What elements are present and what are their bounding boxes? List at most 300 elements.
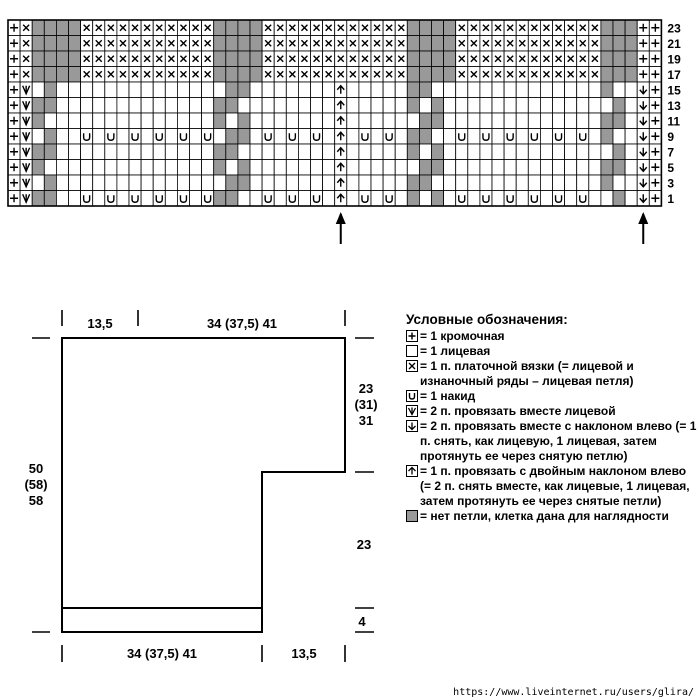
- chart-cell-knit: [190, 175, 202, 191]
- chart-cell-knit: [383, 82, 395, 98]
- chart-cell-knit: [153, 82, 165, 98]
- chart-cell-gray: [226, 98, 238, 114]
- chart-cell-knit: [93, 129, 105, 145]
- chart-cell-gray: [44, 129, 56, 145]
- chart-cell-knit: [347, 160, 359, 176]
- chart-row-number: 1: [667, 191, 675, 206]
- chart-cell-gray: [226, 129, 238, 145]
- chart-cell-knit: [274, 175, 286, 191]
- chart-cell-knit: [129, 82, 141, 98]
- chart-cell-gray: [432, 98, 444, 114]
- chart-cell-gray: [419, 175, 431, 191]
- chart-cell-knit: [371, 160, 383, 176]
- chart-cell-knit: [250, 175, 262, 191]
- chart-cell-gray: [601, 36, 613, 52]
- chart-cell-gray: [601, 160, 613, 176]
- chart-cell-knit: [419, 98, 431, 114]
- chart-cell-gray: [44, 98, 56, 114]
- chart-cell-knit: [141, 98, 153, 114]
- chart-cell-yo: [202, 191, 214, 207]
- chart-cell-knit: [359, 113, 371, 129]
- chart-cell-knit: [323, 113, 335, 129]
- garment-schematic: [0, 290, 400, 675]
- chart-cell-gray: [613, 144, 625, 160]
- legend-text: = 2 п. провязать вместе лицевой: [420, 404, 616, 418]
- chart-cell-knit: [44, 160, 56, 176]
- chart-cell-knit: [69, 160, 81, 176]
- chart-cell-knit: [311, 82, 323, 98]
- chart-cell-knit: [492, 129, 504, 145]
- chart-cell-gray: [238, 36, 250, 52]
- chart-cell-gray: [214, 191, 226, 207]
- chart-cell-gray: [601, 20, 613, 36]
- chart-cell-knit: [504, 82, 516, 98]
- chart-cell-knit: [480, 160, 492, 176]
- chart-cell-knit: [153, 175, 165, 191]
- chart-cell-knit: [165, 113, 177, 129]
- ssk-decrease-icon: [406, 420, 418, 432]
- chart-cell-knit: [492, 113, 504, 129]
- chart-cell-knit: [577, 175, 589, 191]
- chart-cell-yo: [202, 129, 214, 145]
- chart-cell-knit: [311, 144, 323, 160]
- chart-cell-knit: [540, 191, 552, 207]
- chart-cell-knit: [226, 113, 238, 129]
- chart-cell-knit: [250, 160, 262, 176]
- chart-cell-gray: [432, 160, 444, 176]
- chart-cell-knit: [117, 144, 129, 160]
- source-url: https://www.liveinternet.ru/users/glira/: [453, 687, 694, 698]
- chart-cell-knit: [371, 129, 383, 145]
- chart-cell-gray: [613, 191, 625, 207]
- chart-cell-knit: [202, 144, 214, 160]
- chart-cell-knit: [407, 160, 419, 176]
- arrow-head-icon: [336, 212, 346, 224]
- chart-cell-knit: [456, 175, 468, 191]
- chart-cell-gray: [407, 36, 419, 52]
- chart-cell-knit: [117, 129, 129, 145]
- chart-cell-knit: [286, 144, 298, 160]
- chart-cell-yo: [480, 129, 492, 145]
- chart-cell-knit: [383, 113, 395, 129]
- chart-cell-knit: [492, 144, 504, 160]
- chart-cell-gray: [226, 51, 238, 67]
- chart-cell-knit: [553, 175, 565, 191]
- chart-cell-knit: [577, 98, 589, 114]
- chart-cell-gray: [56, 36, 68, 52]
- chart-cell-knit: [565, 129, 577, 145]
- chart-cell-knit: [165, 129, 177, 145]
- chart-cell-knit: [311, 113, 323, 129]
- chart-cell-gray: [432, 144, 444, 160]
- chart-cell-knit: [625, 160, 637, 176]
- chart-cell-yo: [359, 191, 371, 207]
- chart-row-number: 7: [667, 145, 675, 160]
- chart-cell-knit: [565, 82, 577, 98]
- chart-cell-knit: [141, 191, 153, 207]
- chart-cell-gray: [250, 20, 262, 36]
- chart-cell-knit: [589, 129, 601, 145]
- chart-cell-knit: [444, 144, 456, 160]
- chart-cell-yo: [311, 191, 323, 207]
- chart-cell-knit: [504, 113, 516, 129]
- chart-cell-knit: [577, 144, 589, 160]
- chart-cell-knit: [69, 191, 81, 207]
- chart-cell-gray: [44, 144, 56, 160]
- chart-cell-knit: [528, 98, 540, 114]
- chart-cell-gray: [44, 191, 56, 207]
- chart-cell-gray: [625, 51, 637, 67]
- chart-cell-knit: [480, 98, 492, 114]
- chart-cell-knit: [311, 175, 323, 191]
- chart-cell-knit: [359, 160, 371, 176]
- chart-cell-knit: [468, 160, 480, 176]
- double-decrease-icon: [406, 465, 418, 477]
- chart-cell-gray: [56, 51, 68, 67]
- chart-cell-gray: [238, 175, 250, 191]
- legend-item: [406, 419, 698, 464]
- chart-cell-knit: [177, 82, 189, 98]
- chart-cell-gray: [69, 67, 81, 83]
- chart-cell-knit: [69, 82, 81, 98]
- chart-cell-knit: [395, 82, 407, 98]
- chart-cell-yo: [456, 129, 468, 145]
- chart-cell-knit: [540, 144, 552, 160]
- chart-cell-knit: [286, 98, 298, 114]
- chart-cell-knit: [553, 144, 565, 160]
- chart-cell-gray: [44, 20, 56, 36]
- chart-cell-gray: [419, 36, 431, 52]
- chart-cell-gray: [226, 144, 238, 160]
- chart-cell-knit: [625, 129, 637, 145]
- chart-cell-yo: [359, 129, 371, 145]
- chart-cell-knit: [190, 191, 202, 207]
- arrow-head-icon: [638, 212, 648, 224]
- chart-cell-yo: [553, 191, 565, 207]
- chart-cell-gray: [56, 67, 68, 83]
- chart-cell-gray: [226, 20, 238, 36]
- chart-row-number: 15: [667, 83, 681, 98]
- chart-cell-knit: [468, 191, 480, 207]
- chart-cell-knit: [613, 82, 625, 98]
- chart-cell-gray: [613, 160, 625, 176]
- chart-cell-knit: [311, 160, 323, 176]
- chart-cell-gray: [69, 20, 81, 36]
- chart-cell-knit: [444, 175, 456, 191]
- chart-cell-knit: [81, 82, 93, 98]
- chart-cell-knit: [274, 82, 286, 98]
- chart-cell-knit: [250, 113, 262, 129]
- chart-row-number: 21: [667, 36, 681, 51]
- dim-top-width: 34 (37,5) 41: [206, 316, 278, 331]
- chart-cell-knit: [323, 129, 335, 145]
- dim-total-height-3: 58: [28, 493, 44, 508]
- chart-cell-knit: [480, 113, 492, 129]
- chart-cell-knit: [407, 113, 419, 129]
- chart-cell-knit: [528, 113, 540, 129]
- chart-cell-knit: [32, 82, 44, 98]
- chart-cell-knit: [553, 98, 565, 114]
- chart-cell-knit: [117, 82, 129, 98]
- chart-cell-knit: [286, 113, 298, 129]
- chart-cell-knit: [516, 113, 528, 129]
- legend-item: [406, 509, 698, 524]
- dim-top-left-width: 13,5: [87, 316, 113, 331]
- chart-cell-knit: [81, 144, 93, 160]
- chart-cell-knit: [69, 144, 81, 160]
- chart-cell-knit: [565, 113, 577, 129]
- chart-cell-gray: [613, 67, 625, 83]
- chart-cell-gray: [613, 36, 625, 52]
- dim-total-height-2: (58): [24, 477, 48, 492]
- chart-cell-knit: [625, 191, 637, 207]
- chart-cell-knit: [165, 160, 177, 176]
- chart-cell-gray: [44, 67, 56, 83]
- chart-cell-knit: [93, 82, 105, 98]
- chart-cell-knit: [565, 160, 577, 176]
- dim-upper-height-3: 31: [358, 413, 374, 428]
- chart-cell-knit: [432, 129, 444, 145]
- chart-cell-yo: [177, 129, 189, 145]
- chart-cell-knit: [480, 144, 492, 160]
- chart-cell-knit: [202, 160, 214, 176]
- chart-cell-gray: [56, 20, 68, 36]
- chart-cell-gray: [214, 144, 226, 160]
- chart-cell-knit: [69, 113, 81, 129]
- chart-cell-knit: [93, 191, 105, 207]
- chart-cell-knit: [105, 98, 117, 114]
- chart-cell-knit: [262, 113, 274, 129]
- chart-cell-knit: [105, 160, 117, 176]
- legend-item: [406, 464, 698, 509]
- chart-cell-knit: [298, 160, 310, 176]
- legend-text: = нет петли, клетка дана для наглядности: [420, 509, 669, 523]
- chart-cell-gray: [613, 98, 625, 114]
- chart-cell-knit: [93, 98, 105, 114]
- chart-cell-yo: [480, 191, 492, 207]
- chart-cell-knit: [190, 113, 202, 129]
- garter-stitch-icon: [406, 360, 418, 372]
- chart-cell-knit: [395, 175, 407, 191]
- chart-cell-gray: [613, 20, 625, 36]
- chart-cell-yo: [456, 191, 468, 207]
- chart-cell-gray: [214, 51, 226, 67]
- chart-cell-knit: [371, 175, 383, 191]
- chart-cell-knit: [371, 82, 383, 98]
- chart-cell-knit: [347, 98, 359, 114]
- chart-row-number: 23: [667, 21, 681, 36]
- chart-cell-gray: [432, 51, 444, 67]
- chart-cell-gray: [32, 160, 44, 176]
- chart-cell-gray: [407, 191, 419, 207]
- chart-cell-gray: [432, 20, 444, 36]
- chart-cell-knit: [577, 113, 589, 129]
- chart-cell-knit: [117, 175, 129, 191]
- chart-cell-knit: [601, 98, 613, 114]
- chart-cell-yo: [81, 129, 93, 145]
- chart-cell-gray: [419, 51, 431, 67]
- chart-cell-knit: [492, 191, 504, 207]
- chart-cell-yo: [105, 191, 117, 207]
- chart-cell-knit: [129, 160, 141, 176]
- chart-cell-knit: [589, 191, 601, 207]
- chart-cell-knit: [589, 144, 601, 160]
- dim-rib-height: 4: [358, 614, 366, 629]
- chart-cell-knit: [589, 82, 601, 98]
- chart-cell-knit: [565, 144, 577, 160]
- dim-upper-height-1: 23: [358, 381, 374, 396]
- chart-cell-knit: [468, 113, 480, 129]
- chart-cell-gray: [238, 67, 250, 83]
- legend-item: [406, 359, 698, 389]
- chart-cell-yo: [553, 129, 565, 145]
- chart-cell-knit: [274, 191, 286, 207]
- chart-cell-gray: [407, 144, 419, 160]
- chart-cell-yo: [129, 129, 141, 145]
- chart-cell-gray: [238, 113, 250, 129]
- chart-cell-knit: [625, 98, 637, 114]
- chart-cell-knit: [81, 113, 93, 129]
- chart-cell-knit: [625, 144, 637, 160]
- chart-cell-knit: [105, 82, 117, 98]
- chart-cell-knit: [444, 113, 456, 129]
- chart-cell-gray: [32, 67, 44, 83]
- chart-cell-knit: [93, 144, 105, 160]
- chart-cell-gray: [226, 36, 238, 52]
- chart-cell-knit: [69, 129, 81, 145]
- chart-cell-knit: [323, 82, 335, 98]
- chart-cell-knit: [480, 175, 492, 191]
- chart-cell-knit: [286, 82, 298, 98]
- chart-cell-knit: [395, 98, 407, 114]
- chart-cell-knit: [383, 160, 395, 176]
- chart-cell-knit: [141, 160, 153, 176]
- chart-cell-gray: [419, 113, 431, 129]
- chart-cell-gray: [226, 175, 238, 191]
- chart-cell-knit: [177, 98, 189, 114]
- legend-text: = 1 кромочная: [420, 329, 505, 343]
- chart-cell-gray: [601, 51, 613, 67]
- chart-cell-gray: [32, 98, 44, 114]
- chart-cell-gray: [238, 51, 250, 67]
- chart-cell-knit: [577, 82, 589, 98]
- chart-row-number: 13: [667, 98, 681, 113]
- chart-cell-knit: [359, 98, 371, 114]
- chart-cell-knit: [274, 98, 286, 114]
- chart-cell-yo: [129, 191, 141, 207]
- chart-cell-yo: [311, 129, 323, 145]
- chart-cell-knit: [516, 82, 528, 98]
- chart-cell-knit: [371, 98, 383, 114]
- chart-cell-knit: [516, 129, 528, 145]
- chart-cell-gray: [44, 36, 56, 52]
- chart-cell-knit: [153, 98, 165, 114]
- chart-cell-knit: [141, 129, 153, 145]
- chart-cell-knit: [540, 82, 552, 98]
- chart-cell-knit: [601, 144, 613, 160]
- chart-cell-knit: [250, 98, 262, 114]
- chart-cell-gray: [32, 191, 44, 207]
- chart-cell-knit: [274, 113, 286, 129]
- chart-cell-knit: [323, 98, 335, 114]
- chart-cell-knit: [323, 175, 335, 191]
- chart-cell-knit: [298, 175, 310, 191]
- chart-cell-yo: [262, 129, 274, 145]
- chart-cell-knit: [589, 160, 601, 176]
- chart-cell-knit: [32, 175, 44, 191]
- chart-cell-gray: [601, 82, 613, 98]
- chart-cell-gray: [601, 175, 613, 191]
- chart-cell-knit: [56, 113, 68, 129]
- chart-cell-knit: [177, 175, 189, 191]
- chart-cell-knit: [456, 113, 468, 129]
- chart-cell-knit: [553, 82, 565, 98]
- chart-cell-knit: [347, 144, 359, 160]
- chart-cell-knit: [347, 175, 359, 191]
- chart-cell-knit: [516, 144, 528, 160]
- chart-cell-knit: [141, 175, 153, 191]
- chart-cell-knit: [238, 144, 250, 160]
- chart-cell-knit: [540, 160, 552, 176]
- chart-cell-knit: [444, 98, 456, 114]
- chart-cell-knit: [214, 129, 226, 145]
- chart-cell-gray: [226, 67, 238, 83]
- chart-cell-knit: [383, 175, 395, 191]
- chart-cell-knit: [323, 191, 335, 207]
- chart-cell-yo: [153, 191, 165, 207]
- chart-cell-gray: [407, 51, 419, 67]
- chart-cell-gray: [407, 67, 419, 83]
- chart-cell-knit: [601, 191, 613, 207]
- chart-cell-knit: [298, 98, 310, 114]
- chart-cell-knit: [81, 98, 93, 114]
- chart-cell-yo: [504, 129, 516, 145]
- chart-cell-knit: [589, 175, 601, 191]
- chart-cell-knit: [528, 144, 540, 160]
- chart-cell-knit: [504, 175, 516, 191]
- chart-cell-gray: [444, 20, 456, 36]
- chart-cell-knit: [395, 129, 407, 145]
- chart-cell-knit: [577, 160, 589, 176]
- chart-cell-knit: [540, 175, 552, 191]
- edge-stitch-icon: [406, 330, 418, 342]
- chart-cell-knit: [359, 175, 371, 191]
- chart-cell-knit: [516, 191, 528, 207]
- chart-cell-knit: [32, 129, 44, 145]
- chart-cell-knit: [359, 144, 371, 160]
- chart-cell-knit: [69, 175, 81, 191]
- chart-cell-gray: [69, 51, 81, 67]
- legend-title: Условные обозначения:: [406, 312, 568, 327]
- chart-cell-knit: [56, 191, 68, 207]
- legend-text: = 1 накид: [420, 389, 476, 403]
- chart-cell-gray: [613, 113, 625, 129]
- chart-cell-knit: [298, 82, 310, 98]
- chart-cell-knit: [395, 144, 407, 160]
- chart-cell-knit: [419, 191, 431, 207]
- legend-item: [406, 389, 698, 404]
- dim-upper-height-2: (31): [354, 397, 378, 412]
- chart-cell-gray: [419, 129, 431, 145]
- chart-cell-gray: [407, 98, 419, 114]
- chart-cell-knit: [492, 160, 504, 176]
- chart-cell-knit: [528, 175, 540, 191]
- chart-cell-knit: [613, 175, 625, 191]
- chart-cell-knit: [371, 144, 383, 160]
- chart-cell-knit: [202, 113, 214, 129]
- legend: [406, 312, 698, 524]
- chart-cell-gray: [407, 175, 419, 191]
